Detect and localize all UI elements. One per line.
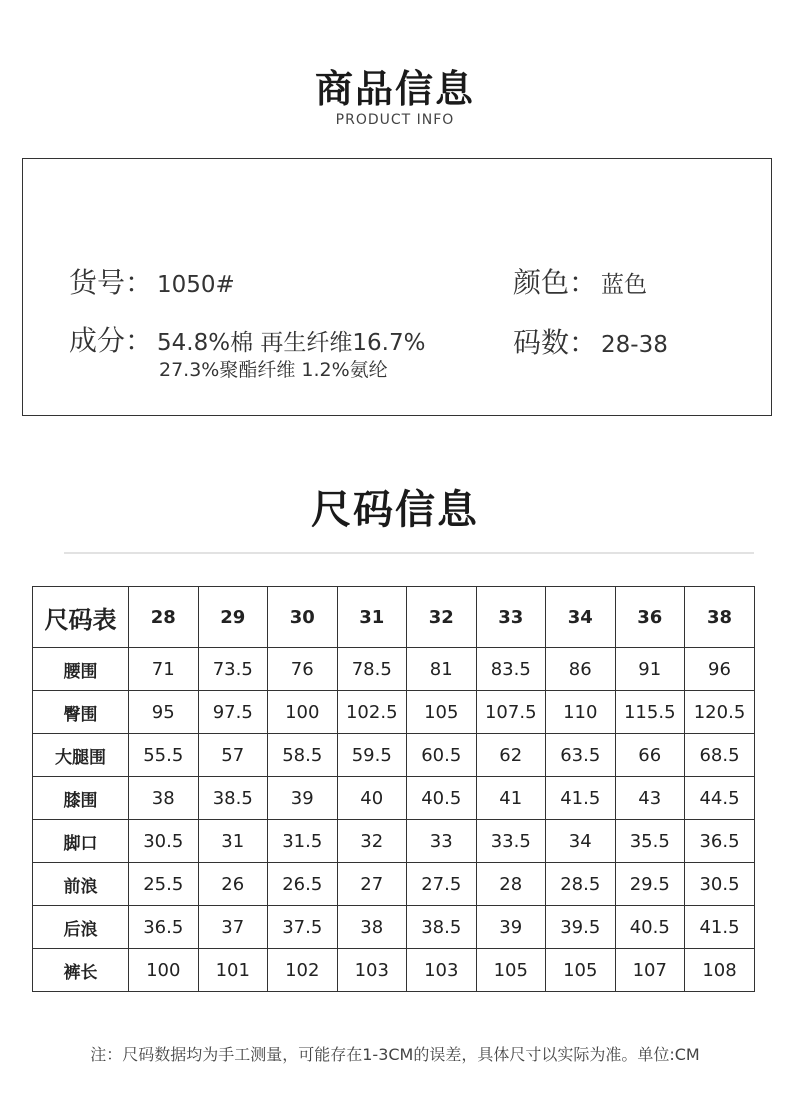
table-row: [33, 949, 755, 992]
measurement-value-cell: 107: [615, 949, 685, 992]
color-value: 蓝色: [601, 272, 648, 298]
section-divider: [64, 552, 754, 554]
measurement-value-cell: 25.5: [129, 863, 199, 906]
measurement-name-cell: 后浪: [33, 906, 129, 949]
measurement-name-cell: 裤长: [33, 949, 129, 992]
measurement-value-cell: 44.5: [685, 777, 755, 820]
measurement-value-cell: 38: [337, 906, 407, 949]
measurement-value-cell: 102: [268, 949, 338, 992]
size-header-cell: 33: [476, 587, 546, 648]
composition-line-2: 27.3%聚酯纤维 1.2%氨纶: [159, 359, 388, 381]
table-row: [33, 863, 755, 906]
measurement-value-cell: 120.5: [685, 691, 755, 734]
measurement-value-cell: 66: [615, 734, 685, 777]
composition-row: [69, 319, 425, 359]
measurement-value-cell: 41: [476, 777, 546, 820]
measurement-value-cell: 31.5: [268, 820, 338, 863]
measurement-value-cell: 32: [337, 820, 407, 863]
size-table-body: [33, 648, 755, 992]
measurement-value-cell: 26.5: [268, 863, 338, 906]
measurement-value-cell: 40.5: [615, 906, 685, 949]
measurement-note: 注：尺码数据均为手工测量，可能存在1-3CM的误差，具体尺寸以实际为准。单位:CM: [90, 1045, 700, 1064]
measurement-value-cell: 40.5: [407, 777, 477, 820]
measurement-value-cell: 102.5: [337, 691, 407, 734]
measurement-value-cell: 30.5: [129, 820, 199, 863]
measurement-value-cell: 38.5: [198, 777, 268, 820]
measurement-name-cell: 脚口: [33, 820, 129, 863]
measurement-value-cell: 41.5: [685, 906, 755, 949]
measurement-value-cell: 37.5: [268, 906, 338, 949]
measurement-value-cell: 30.5: [685, 863, 755, 906]
measurement-value-cell: 71: [129, 648, 199, 691]
measurement-value-cell: 38: [129, 777, 199, 820]
size-header-cell: 38: [685, 587, 755, 648]
measurement-name-cell: 大腿围: [33, 734, 129, 777]
measurement-value-cell: 86: [546, 648, 616, 691]
size-range-row: [513, 321, 668, 361]
measurement-value-cell: 36.5: [129, 906, 199, 949]
measurement-value-cell: 62: [476, 734, 546, 777]
color-label: 颜色：: [513, 266, 598, 299]
size-header-row: [33, 587, 755, 648]
measurement-value-cell: 78.5: [337, 648, 407, 691]
measurement-value-cell: 38.5: [407, 906, 477, 949]
table-row: [33, 734, 755, 777]
measurement-value-cell: 100: [129, 949, 199, 992]
measurement-value-cell: 59.5: [337, 734, 407, 777]
table-corner-label: 尺码表: [33, 587, 129, 648]
measurement-value-cell: 40: [337, 777, 407, 820]
table-row: [33, 691, 755, 734]
size-header-cell: 36: [615, 587, 685, 648]
measurement-value-cell: 31: [198, 820, 268, 863]
measurement-name-cell: 膝围: [33, 777, 129, 820]
table-row: [33, 648, 755, 691]
measurement-value-cell: 105: [407, 691, 477, 734]
measurement-name-cell: 臀围: [33, 691, 129, 734]
measurement-value-cell: 39: [268, 777, 338, 820]
measurement-name-cell: 腰围: [33, 648, 129, 691]
measurement-value-cell: 96: [685, 648, 755, 691]
measurement-value-cell: 107.5: [476, 691, 546, 734]
measurement-value-cell: 43: [615, 777, 685, 820]
measurement-value-cell: 28: [476, 863, 546, 906]
measurement-value-cell: 97.5: [198, 691, 268, 734]
measurement-value-cell: 58.5: [268, 734, 338, 777]
measurement-value-cell: 110: [546, 691, 616, 734]
size-header-cell: 31: [337, 587, 407, 648]
measurement-value-cell: 68.5: [685, 734, 755, 777]
composition-line-1: 54.8%棉 再生纤维16.7%: [157, 330, 426, 356]
measurement-value-cell: 35.5: [615, 820, 685, 863]
measurement-value-cell: 39.5: [546, 906, 616, 949]
measurement-value-cell: 41.5: [546, 777, 616, 820]
size-section-title: 尺码信息: [311, 487, 479, 533]
measurement-value-cell: 115.5: [615, 691, 685, 734]
measurement-value-cell: 33.5: [476, 820, 546, 863]
table-row: [33, 820, 755, 863]
measurement-value-cell: 76: [268, 648, 338, 691]
measurement-value-cell: 103: [337, 949, 407, 992]
size-range-value: 28-38: [601, 332, 668, 358]
measurement-value-cell: 57: [198, 734, 268, 777]
measurement-value-cell: 26: [198, 863, 268, 906]
size-range-label: 码数：: [513, 326, 598, 359]
measurement-value-cell: 73.5: [198, 648, 268, 691]
color-row: [513, 261, 647, 301]
measurement-value-cell: 63.5: [546, 734, 616, 777]
measurement-value-cell: 105: [546, 949, 616, 992]
size-header-cell: 34: [546, 587, 616, 648]
measurement-value-cell: 28.5: [546, 863, 616, 906]
measurement-value-cell: 33: [407, 820, 477, 863]
measurement-value-cell: 55.5: [129, 734, 199, 777]
page-title: 商品信息: [314, 67, 475, 111]
measurement-value-cell: 103: [407, 949, 477, 992]
measurement-name-cell: 前浪: [33, 863, 129, 906]
measurement-value-cell: 34: [546, 820, 616, 863]
item-number-label: 货号：: [69, 266, 154, 299]
composition-label: 成分：: [69, 324, 154, 357]
measurement-value-cell: 27.5: [407, 863, 477, 906]
measurement-value-cell: 105: [476, 949, 546, 992]
item-number-value: 1050#: [157, 272, 235, 298]
measurement-value-cell: 36.5: [685, 820, 755, 863]
measurement-value-cell: 39: [476, 906, 546, 949]
measurement-value-cell: 81: [407, 648, 477, 691]
size-table: [32, 586, 755, 992]
measurement-value-cell: 83.5: [476, 648, 546, 691]
measurement-value-cell: 37: [198, 906, 268, 949]
measurement-value-cell: 60.5: [407, 734, 477, 777]
measurement-value-cell: 95: [129, 691, 199, 734]
measurement-value-cell: 29.5: [615, 863, 685, 906]
size-header-cell: 30: [268, 587, 338, 648]
product-info-box: [22, 158, 772, 416]
size-header-cell: 28: [129, 587, 199, 648]
table-row: [33, 906, 755, 949]
table-row: [33, 777, 755, 820]
measurement-value-cell: 108: [685, 949, 755, 992]
size-header-cell: 29: [198, 587, 268, 648]
measurement-value-cell: 27: [337, 863, 407, 906]
page-subtitle: PRODUCT INFO: [335, 112, 455, 128]
measurement-value-cell: 100: [268, 691, 338, 734]
size-header-cell: 32: [407, 587, 477, 648]
measurement-value-cell: 101: [198, 949, 268, 992]
measurement-value-cell: 91: [615, 648, 685, 691]
item-number-row: [69, 261, 235, 301]
